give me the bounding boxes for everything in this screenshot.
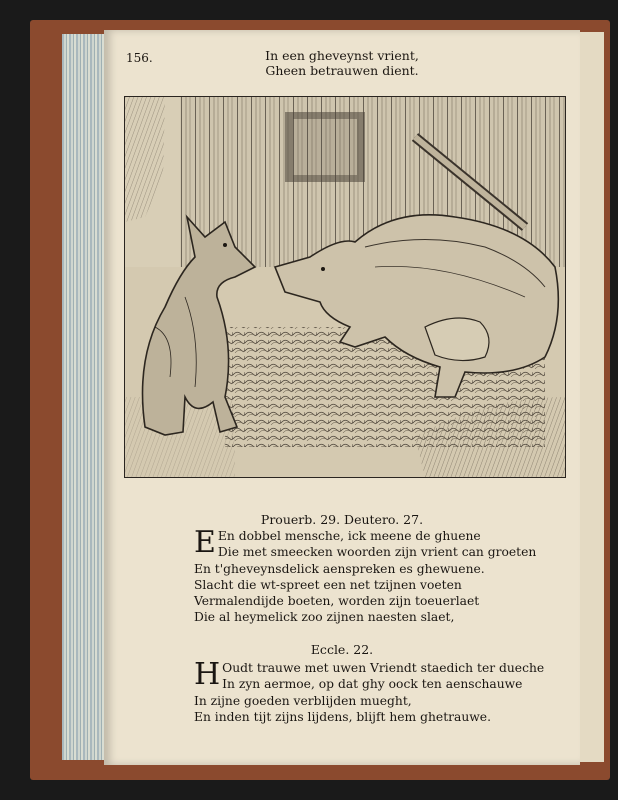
verse-line: En t'gheveynsdelick aenspreken es ghewuene. [194, 561, 485, 576]
verse-line: Oudt trauwe met uwen Vriendt staedich ter dueche [222, 661, 545, 675]
wolf-boar-engraving [125, 97, 565, 477]
verse-line: En dobbel mensche, ick meene de ghuene [217, 529, 481, 543]
drop-cap-e: E [194, 525, 216, 560]
verse-line: En inden tijt zijns lijdens, blijft hem ghetrauwe. [194, 709, 491, 724]
page-edges [62, 34, 108, 760]
verse-section-1 [194, 525, 537, 626]
page-header [104, 48, 580, 78]
book-page [104, 30, 580, 765]
verse-section-2 [194, 657, 545, 725]
drop-cap-h: H [194, 657, 221, 692]
verse-line: Vermalendijde boeten, worden zijn toeuerlaet [194, 594, 480, 609]
reference-ecclesiasticus: Eccle. 22. [310, 642, 374, 657]
verse-line: In zijne goeden verblijden mueght, [194, 693, 412, 708]
page-number: 156. [126, 51, 153, 65]
motto-line-2: Gheen betrauwen dient. [265, 63, 419, 78]
verse-line: In zyn aermoe, op dat ghy oock ten aenschauwe [222, 677, 523, 692]
verse-line: Die met smeecken woorden zijn vrient can groeten [217, 545, 537, 560]
facing-page [580, 32, 604, 762]
verse-line: Slacht die wt-spreet een net tzijnen voeten [194, 577, 462, 592]
motto-line-1: In een gheveynst vrient, [265, 48, 419, 63]
engraving-plate [124, 96, 566, 478]
verse-line: Die al heymelick zoo zijnen naesten slaet, [194, 610, 455, 625]
reference-proverbs: Prouerb. 29. Deutero. 27. [260, 512, 424, 527]
